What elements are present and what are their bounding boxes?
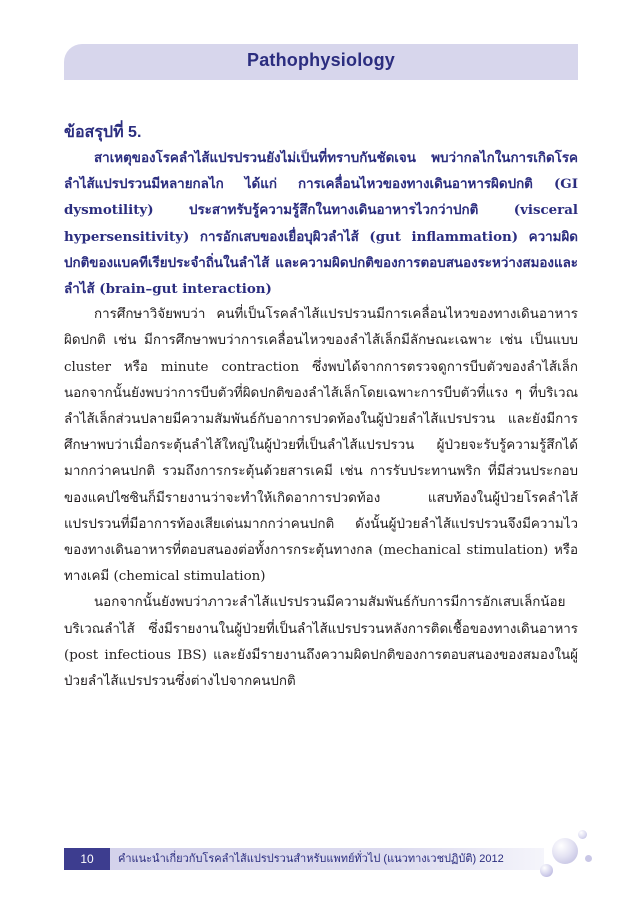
summary-paragraph: สาเหตุของโรคลำไส้แปรปรวนยังไม่เป็นที่ทราบกันชัดเจน พบว่ากลไกในการเกิดโรคลำไส้แปรปรวนมีหลายกลไก ได้แก่ การเคลื่อนไหวของทางเดินอาหารผิดปกติ (GI dysmotility) ประสาทรับรู้ความรู้สึกในทางเดินอาหารไวกว่าปกติ (visceral hypersensitivity) การอักเสบของเยื่อบุผิวลำไส้ (gut inflammation) ความผิดปกติของแบคทีเรียประจำถิ่นในลำไส้ และความผิดปกติของการตอบสนองระหว่างสมองและลำไส้ (brain–gut interaction) <box>64 150 578 298</box>
footer-text: คำแนะนำเกี่ยวกับโรคลำไส้แปรปรวนสำหรับแพทย์ทั่วไป (แนวทางเวชปฏิบัติ) 2012 <box>118 853 504 865</box>
decorative-bubble <box>552 838 578 864</box>
decorative-bubble <box>540 864 553 877</box>
body-text <box>64 145 578 695</box>
body-paragraph: นอกจากนั้นยังพบว่าภาวะลำไส้แปรปรวนมีความสัมพันธ์กับการมีการอักเสบเล็กน้อยบริเวณลำไส้ ซึ่งมีรายงานในผู้ป่วยที่เป็นลำไส้แปรปรวนหลังการติดเชื้อของทางเดินอาหาร (post infectious IBS) และยังมีรายงานถึงความผิดปกติของการตอบสนองของสมองในผู้ป่วยลำไส้แปรปรวนซึ่งต่างไปจากคนปกติ <box>64 595 578 690</box>
page-title: Pathophysiology <box>246 50 395 70</box>
page-number: 10 <box>64 848 110 870</box>
decorative-bubble <box>578 830 587 839</box>
section-heading: ข้อสรุปที่ 5. <box>64 124 142 141</box>
body-paragraph: การศึกษาวิจัยพบว่า คนที่เป็นโรคลำไส้แปรปรวนมีการเคลื่อนไหวของทางเดินอาหารผิดปกติ เช่น มีการศึกษาพบว่าการเคลื่อนไหวของลำไส้เล็กมีลักษณะเฉพาะ เช่น เป็นแบบ cluster หรือ minute contraction ซึ่งพบได้จากการตรวจดูการบีบตัวของลำไส้เล็ก นอกจากนั้นยังพบว่าการบีบตัวที่ผิดปกติของลำไส้เล็กโดยเฉพาะการบีบตัวที่แรง ๆ ที่บริเวณลำไส้เล็กส่วนปลายมีความสัมพันธ์กับอาการปวดท้องในผู้ป่วยลำไส้แปรปรวน และยังมีการศึกษาพบว่าเมื่อกระตุ้นลำไส้ใหญ่ในผู้ป่วยที่เป็นลำไส้แปรปรวน ผู้ป่วยจะรับรู้ความรู้สึกได้มากกว่าคนปกติ รวมถึงการกระตุ้นด้วยสารเคมี เช่น การรับประทานพริก ที่มีส่วนประกอบของแคปไซซินก็มีรายงานว่าจะทำให้เกิดอาการปวดท้อง แสบท้องในผู้ป่วยโรคลำไส้แปรปรวนที่มีอาการท้องเสียเด่นมากกว่าคนปกติ ดังนั้นผู้ป่วยลำไส้แปรปรวนจึงมีความไวของทางเดินอาหารที่ตอบสนองต่อทั้งการกระตุ้นทางกล (mechanical stimulation) หรือทางเคมี (chemical stimulation) <box>64 307 578 585</box>
decorative-bubble <box>585 855 592 862</box>
